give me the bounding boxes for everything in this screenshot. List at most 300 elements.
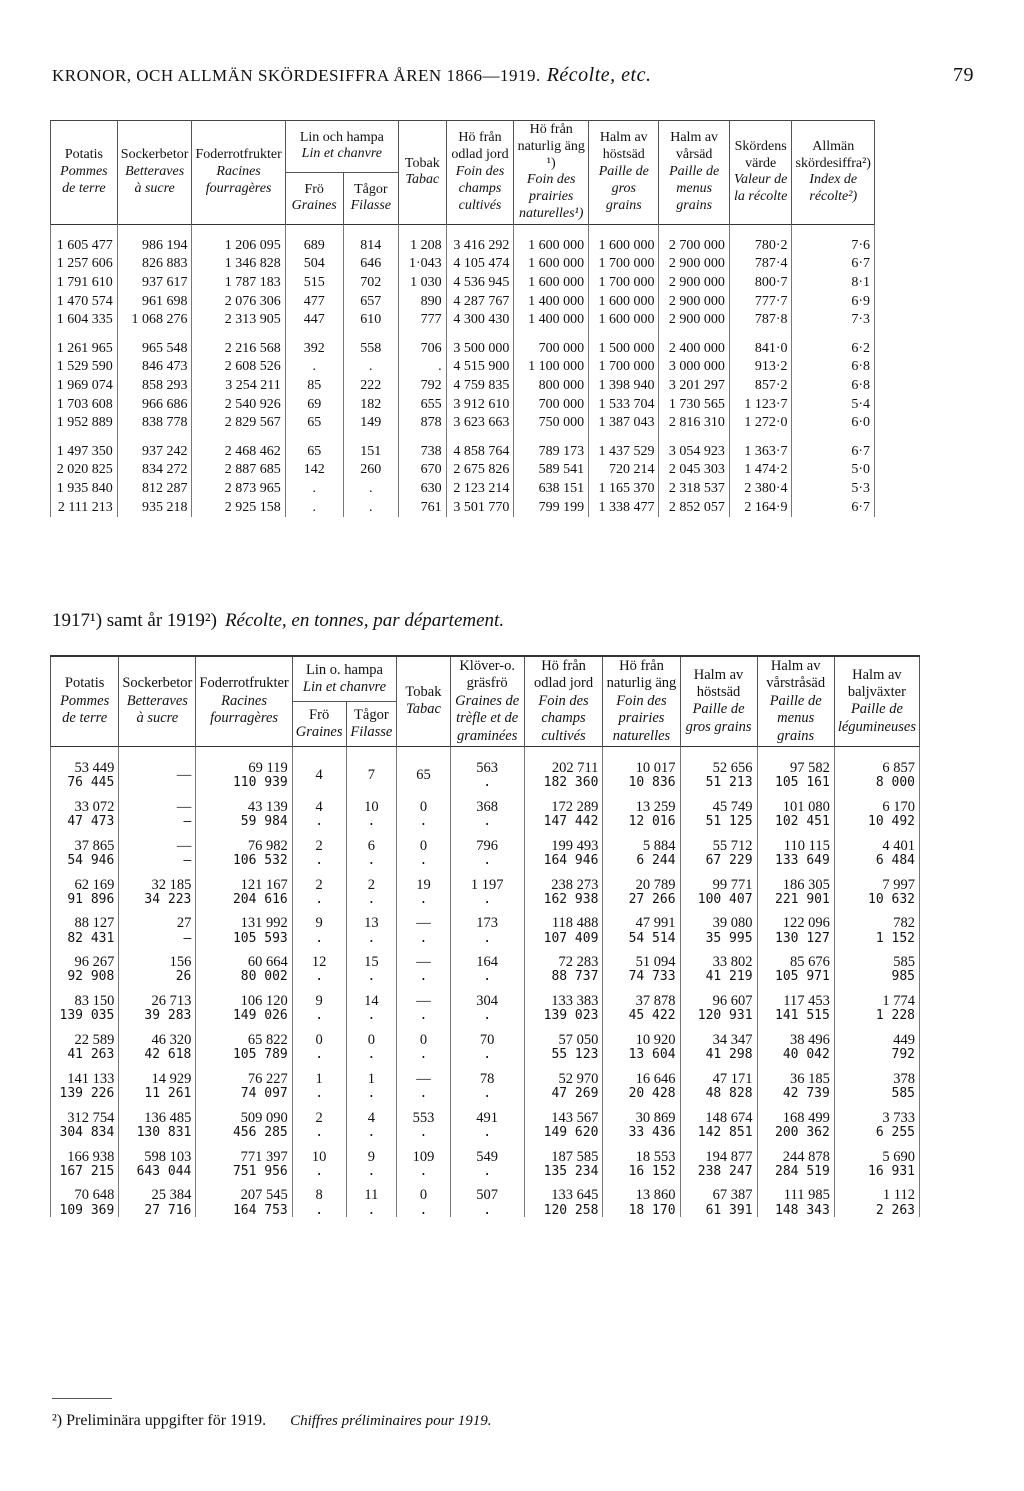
value-1917: 12 — [311, 954, 327, 971]
table-cell — [524, 790, 603, 829]
table-cell: 670 — [398, 461, 446, 480]
table-row — [51, 829, 920, 868]
table-cell: 392 — [285, 330, 343, 359]
table-cell: 4 536 945 — [446, 274, 514, 293]
value-1919: 142 851 — [697, 1124, 753, 1140]
value-1917: 10 920 — [635, 1031, 676, 1048]
value-1917: 38 496 — [789, 1031, 830, 1048]
col2-sockerbetor: Sockerbetor Betteraves à sucre — [119, 656, 196, 746]
value-1917: 143 567 — [551, 1109, 599, 1126]
table-cell — [292, 945, 346, 984]
table-row — [51, 1178, 920, 1217]
table-1-body — [51, 224, 875, 517]
footnote — [52, 1412, 491, 1430]
value-1919: . — [483, 1202, 492, 1218]
table-cell: 65 — [285, 414, 343, 433]
table-cell — [834, 1178, 919, 1217]
table-cell: 1 600 000 — [589, 311, 659, 330]
value-1919: 105 789 — [232, 1047, 288, 1063]
value-1919: 80 002 — [240, 969, 288, 985]
col2-tagor: Tågor Filasse — [346, 702, 397, 747]
table-row — [51, 274, 875, 293]
value-1919: 105 971 — [775, 969, 830, 985]
value-1917: 19 — [416, 876, 431, 893]
table-cell — [292, 1062, 346, 1101]
table-cell: 800·7 — [729, 274, 792, 293]
value-1917: 164 — [476, 954, 499, 971]
table-cell — [397, 868, 450, 907]
table-cell — [292, 1101, 346, 1140]
table-cell — [834, 984, 919, 1023]
table-cell — [119, 868, 196, 907]
table-cell: 6·7 — [792, 255, 875, 274]
value-1919: 92 908 — [67, 969, 115, 985]
table-cell — [680, 790, 757, 829]
value-1919: 47 473 — [67, 814, 115, 830]
value-1919: . — [483, 852, 492, 868]
table-cell: 857·2 — [729, 377, 792, 396]
table-cell: 69 — [285, 396, 343, 415]
value-1919: . — [315, 1202, 324, 1218]
table-cell: 789 173 — [514, 433, 589, 462]
value-1917: 57 050 — [558, 1031, 599, 1048]
table-cell — [397, 1178, 450, 1217]
value-1919: 11 261 — [144, 1086, 192, 1102]
table-row — [51, 396, 875, 415]
value-1919: 164 946 — [543, 852, 599, 868]
value-1917: 782 — [893, 915, 915, 932]
value-1917: 96 607 — [712, 993, 753, 1010]
value-1917: 2 — [367, 876, 375, 893]
table-cell: 1 604 335 — [51, 311, 118, 330]
table-cell — [524, 868, 603, 907]
value-1919: 26 — [175, 969, 192, 985]
table-1866-1919 — [50, 120, 875, 517]
table-cell: 1 497 350 — [51, 433, 118, 462]
value-1917: 122 096 — [782, 915, 830, 932]
value-1917: 133 383 — [551, 993, 599, 1010]
value-1919: 8 000 — [875, 775, 915, 791]
value-1919: 109 369 — [59, 1202, 115, 1218]
title-sv: KRONOR, OCH ALLMÄN SKÖRDESIFFRA ÅREN 1866—1919. — [52, 66, 541, 85]
table-cell: 1 208 — [398, 224, 446, 255]
table-cell — [51, 984, 119, 1023]
table-cell — [680, 1101, 757, 1140]
value-1919: 107 409 — [543, 930, 599, 946]
table-cell — [680, 1062, 757, 1101]
value-1917: — — [176, 837, 192, 854]
value-1917: 133 645 — [551, 1187, 599, 1204]
value-1919: 6 244 — [636, 852, 676, 868]
value-1917: 60 664 — [247, 954, 288, 971]
value-1919: 139 035 — [59, 1008, 115, 1024]
value-1919: 120 931 — [697, 1008, 753, 1024]
value-1919: . — [483, 1086, 492, 1102]
value-1917: — — [176, 766, 192, 783]
table-cell: 2 076 306 — [192, 293, 285, 312]
value-1919: 34 223 — [144, 891, 192, 907]
table-cell — [757, 1140, 834, 1179]
table-cell — [196, 1178, 292, 1217]
table-cell — [292, 829, 346, 868]
value-1917: 0 — [419, 1031, 428, 1048]
col-sockerbetor: Sockerbetor Betteraves à sucre — [117, 121, 192, 225]
value-1917: 83 150 — [74, 993, 115, 1010]
value-1917: 33 802 — [712, 954, 753, 971]
table-cell — [346, 1101, 397, 1140]
table-cell: 2 400 000 — [659, 330, 729, 359]
table-cell: 2 380·4 — [729, 480, 792, 499]
value-1917: 0 — [367, 1031, 375, 1048]
value-1917: 8 — [315, 1187, 323, 1204]
table-cell: 222 — [343, 377, 398, 396]
table-cell: 142 — [285, 461, 343, 480]
value-1919: 10 836 — [628, 775, 676, 791]
table-cell: 2 925 158 — [192, 499, 285, 518]
table-row — [51, 945, 920, 984]
table-cell: 1 346 828 — [192, 255, 285, 274]
table-cell — [524, 829, 603, 868]
table-cell — [603, 829, 680, 868]
value-1919: 162 938 — [543, 891, 599, 907]
value-1917: 43 139 — [247, 798, 288, 815]
value-1917: 449 — [893, 1031, 915, 1048]
value-1919: 88 737 — [551, 969, 599, 985]
table-row — [51, 499, 875, 518]
value-1917: — — [416, 915, 431, 932]
value-1917: 53 449 — [74, 759, 115, 776]
table-row — [51, 414, 875, 433]
value-1919: . — [315, 969, 324, 985]
col2-lin: Lin o. hampa Lin et chanvre — [292, 656, 396, 702]
table-cell — [397, 906, 450, 945]
table-cell: 750 000 — [514, 414, 589, 433]
value-1917: 76 227 — [247, 1070, 288, 1087]
value-1917: 37 878 — [635, 993, 676, 1010]
table-cell: 1 700 000 — [589, 255, 659, 274]
table-row — [51, 906, 920, 945]
table-cell — [397, 829, 450, 868]
table-cell: 260 — [343, 461, 398, 480]
value-1919: . — [367, 1008, 376, 1024]
value-1917: 202 711 — [551, 759, 599, 776]
value-1917: 6 — [367, 837, 375, 854]
table-cell — [680, 984, 757, 1023]
col-ho-natur: Hö från naturlig äng ¹) Foin des prairies naturelles¹) — [514, 121, 589, 225]
table-row — [51, 480, 875, 499]
table-cell: . — [285, 358, 343, 377]
value-1919: 13 604 — [628, 1047, 676, 1063]
value-1919: . — [419, 1086, 428, 1102]
table-cell — [757, 868, 834, 907]
col2-klover: Klöver-o. gräsfrö Graines de trèfle et de graminées — [450, 656, 524, 746]
table-cell — [119, 984, 196, 1023]
value-1919: . — [315, 1163, 324, 1179]
value-1919: 51 125 — [705, 814, 753, 830]
table-cell: 2 540 926 — [192, 396, 285, 415]
table-cell: 3 912 610 — [446, 396, 514, 415]
value-1917: 18 553 — [635, 1148, 676, 1165]
table-cell: 799 199 — [514, 499, 589, 518]
page-title — [52, 64, 651, 87]
table-row — [51, 255, 875, 274]
value-1919: . — [315, 852, 324, 868]
table-cell: 182 — [343, 396, 398, 415]
value-1919: 10 492 — [868, 814, 915, 830]
table-cell: 2 816 310 — [659, 414, 729, 433]
value-1919: 12 016 — [628, 814, 676, 830]
table-row — [51, 1140, 920, 1179]
value-1919: 105 593 — [232, 930, 288, 946]
table-cell: 1 529 590 — [51, 358, 118, 377]
value-1917: 4 — [315, 766, 323, 783]
col-allman: Allmän skördesiffra²) Index de récolte²) — [792, 121, 875, 225]
value-1917: 0 — [315, 1031, 323, 1048]
table-cell — [450, 829, 524, 868]
table-cell: 787·4 — [729, 255, 792, 274]
value-1919: 792 — [891, 1047, 915, 1063]
table-row — [51, 868, 920, 907]
table-cell: 1 474·2 — [729, 461, 792, 480]
value-1917: 5 884 — [642, 837, 676, 854]
table-row — [51, 358, 875, 377]
value-1917: 67 387 — [712, 1187, 753, 1204]
value-1917: 14 — [364, 993, 379, 1010]
table-cell — [346, 1140, 397, 1179]
value-1917: 244 878 — [782, 1148, 830, 1165]
value-1917: 304 — [476, 993, 499, 1010]
table-cell: 7·3 — [792, 311, 875, 330]
value-1917: 96 267 — [74, 954, 115, 971]
value-1919: . — [419, 852, 428, 868]
table-cell — [524, 1178, 603, 1217]
value-1917: 9 — [315, 993, 323, 1010]
value-1917: 11 — [364, 1187, 379, 1204]
table-cell — [450, 868, 524, 907]
table-1917-1919 — [50, 655, 920, 1217]
value-1917: 199 493 — [551, 837, 599, 854]
table-cell — [450, 1178, 524, 1217]
value-1919: 456 285 — [232, 1124, 288, 1140]
table-cell: 447 — [285, 311, 343, 330]
table-cell — [51, 746, 119, 789]
value-1917: 368 — [476, 798, 499, 815]
table-cell — [292, 1140, 346, 1179]
table-cell — [119, 945, 196, 984]
value-1917: 131 992 — [240, 915, 288, 932]
table-cell: . — [285, 480, 343, 499]
value-1919: . — [367, 1047, 376, 1063]
table-cell: 2 020 825 — [51, 461, 118, 480]
value-1919: 54 514 — [628, 930, 676, 946]
table-cell — [680, 1023, 757, 1062]
col2-fro: Frö Graines — [292, 702, 346, 747]
table-cell — [680, 945, 757, 984]
table-cell: 787·8 — [729, 311, 792, 330]
table-cell — [603, 1023, 680, 1062]
table-row — [51, 746, 920, 789]
table-cell: 814 — [343, 224, 398, 255]
value-1917: 46 320 — [151, 1031, 192, 1048]
table-cell: 1 261 965 — [51, 330, 118, 359]
table-cell: 610 — [343, 311, 398, 330]
table-cell: 1 791 610 — [51, 274, 118, 293]
table-cell — [450, 1023, 524, 1062]
table-cell: 841·0 — [729, 330, 792, 359]
table-cell: 1 700 000 — [589, 358, 659, 377]
value-1917: 51 094 — [635, 954, 676, 971]
value-1917: — — [416, 1070, 431, 1087]
table-cell — [346, 868, 397, 907]
table-cell — [196, 1101, 292, 1140]
table-cell: 1 470 574 — [51, 293, 118, 312]
col2-halm-host: Halm av höstsäd Paille de gros grains — [680, 656, 757, 746]
value-1919: 10 632 — [868, 891, 915, 907]
table-cell: 1 206 095 — [192, 224, 285, 255]
table-cell — [51, 868, 119, 907]
value-1919: 164 753 — [232, 1202, 288, 1218]
table-cell — [119, 1178, 196, 1217]
value-1917: 771 397 — [240, 1148, 288, 1165]
table-cell — [397, 1023, 450, 1062]
table-cell: 2 123 214 — [446, 480, 514, 499]
table-cell: 630 — [398, 480, 446, 499]
table-cell: 4 759 835 — [446, 377, 514, 396]
table-cell: 935 218 — [117, 499, 192, 518]
table-cell: 2 900 000 — [659, 255, 729, 274]
value-1919: . — [315, 930, 324, 946]
subtitle-fr: Récolte, en tonnes, par département. — [224, 610, 505, 631]
table-cell — [119, 790, 196, 829]
value-1919: 102 451 — [775, 814, 830, 830]
value-1919: 42 739 — [782, 1086, 830, 1102]
table-cell: 151 — [343, 433, 398, 462]
table-cell: 1 165 370 — [589, 480, 659, 499]
value-1917: 563 — [476, 759, 499, 776]
value-1917: 13 860 — [635, 1187, 676, 1204]
value-1919: 130 831 — [136, 1124, 192, 1140]
value-1917: 47 991 — [635, 915, 676, 932]
table-cell — [757, 746, 834, 789]
table-cell: 8·1 — [792, 274, 875, 293]
table-cell — [834, 829, 919, 868]
table-cell — [524, 1023, 603, 1062]
table-row — [51, 984, 920, 1023]
value-1919: . — [483, 775, 492, 791]
table-cell — [450, 1140, 524, 1179]
col-halm-host: Halm av höstsäd Paille de gros grains — [589, 121, 659, 225]
table-cell — [757, 790, 834, 829]
table-row — [51, 293, 875, 312]
table-cell — [397, 1140, 450, 1179]
table-cell: 2 313 905 — [192, 311, 285, 330]
table-cell: 5·4 — [792, 396, 875, 415]
table-cell — [346, 984, 397, 1023]
table-cell — [680, 746, 757, 789]
table-cell: 1 600 000 — [589, 293, 659, 312]
value-1917: 26 713 — [151, 993, 192, 1010]
col2-ho-odlad: Hö från odlad jord Foin des champs cultivés — [524, 656, 603, 746]
value-1919: 91 896 — [67, 891, 115, 907]
table-cell — [603, 1140, 680, 1179]
table-cell: 780·2 — [729, 224, 792, 255]
value-1917: 1 112 — [882, 1187, 915, 1204]
value-1919: 59 984 — [240, 814, 288, 830]
table-cell — [524, 1140, 603, 1179]
value-1919: . — [483, 1008, 492, 1024]
table-cell — [51, 1178, 119, 1217]
value-1917: 166 938 — [67, 1148, 115, 1165]
value-1917: 2 — [315, 837, 323, 854]
value-1919: 41 219 — [705, 969, 753, 985]
table-cell — [834, 1140, 919, 1179]
table-cell: 965 548 — [117, 330, 192, 359]
value-1919: 133 649 — [775, 852, 830, 868]
value-1917: 106 120 — [240, 993, 288, 1010]
table-cell — [757, 984, 834, 1023]
table-cell: 1·043 — [398, 255, 446, 274]
table-cell — [524, 1101, 603, 1140]
table-cell — [450, 1062, 524, 1101]
table-cell — [292, 790, 346, 829]
table-row — [51, 311, 875, 330]
table-cell: 2 829 567 — [192, 414, 285, 433]
table-cell: 2 900 000 — [659, 274, 729, 293]
value-1919: 74 733 — [628, 969, 676, 985]
value-1917: 88 127 — [74, 915, 115, 932]
table-cell: 1 730 565 — [659, 396, 729, 415]
value-1919: 643 044 — [136, 1163, 192, 1179]
value-1917: 3 733 — [882, 1109, 915, 1126]
table-cell — [196, 829, 292, 868]
value-1917: 109 — [412, 1148, 435, 1165]
value-1917: 509 090 — [240, 1109, 288, 1126]
table-cell: 515 — [285, 274, 343, 293]
table-cell: 1 338 477 — [589, 499, 659, 518]
value-1917: 69 119 — [248, 759, 288, 776]
table-cell: 2 164·9 — [729, 499, 792, 518]
value-1919: 55 123 — [551, 1047, 599, 1063]
value-1919: 105 161 — [775, 775, 830, 791]
table-cell — [524, 984, 603, 1023]
col2-halm-var: Halm av vårstråsäd Paille de menus grains — [757, 656, 834, 746]
table-cell: 1 363·7 — [729, 433, 792, 462]
table-cell — [196, 1140, 292, 1179]
value-1919: . — [483, 1163, 492, 1179]
table-cell — [603, 906, 680, 945]
value-1919: . — [483, 969, 492, 985]
value-1919: . — [367, 930, 376, 946]
table-cell — [757, 1023, 834, 1062]
value-1917: 111 985 — [783, 1187, 830, 1204]
value-1919: 120 258 — [543, 1202, 599, 1218]
value-1919: 139 023 — [543, 1008, 599, 1024]
table-cell — [346, 1062, 397, 1101]
table-cell — [834, 1062, 919, 1101]
value-1917: 121 167 — [240, 876, 288, 893]
value-1919: 6 484 — [875, 852, 915, 868]
table-cell: 646 — [343, 255, 398, 274]
value-1917: 553 — [412, 1109, 435, 1126]
value-1919: 221 901 — [775, 891, 830, 907]
table-cell — [603, 984, 680, 1023]
table-cell — [346, 746, 397, 789]
table-cell: 3 201 297 — [659, 377, 729, 396]
value-1917: — — [416, 954, 431, 971]
table-cell: 3 501 770 — [446, 499, 514, 518]
value-1919: 238 247 — [697, 1163, 753, 1179]
value-1917: 62 169 — [74, 876, 115, 893]
